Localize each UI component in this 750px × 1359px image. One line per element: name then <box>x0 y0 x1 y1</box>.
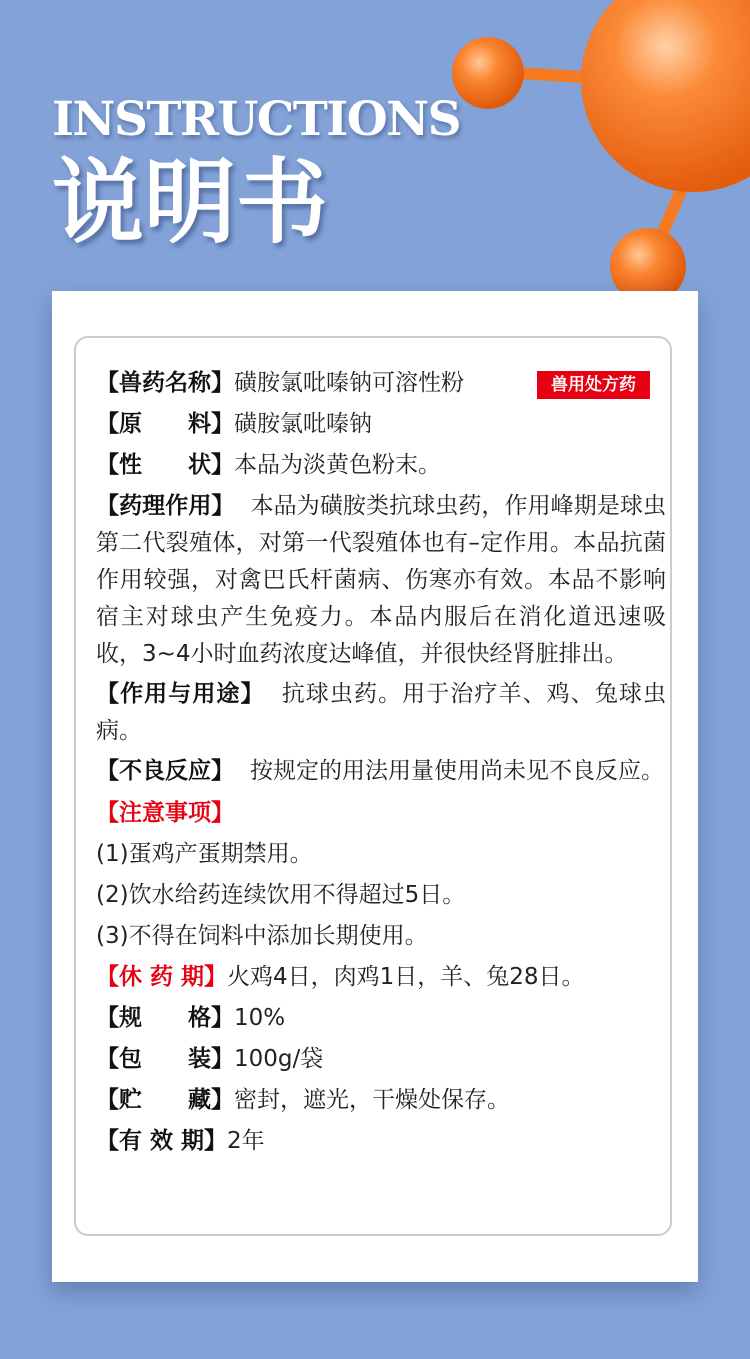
field-storage-label: 【贮 藏】 <box>96 1087 234 1113</box>
field-pharmacology <box>96 488 666 673</box>
prescription-badge: 兽用处方药 <box>537 371 650 399</box>
field-notes <box>96 793 666 834</box>
field-adverse-value: 按规定的用法用量使用尚未见不良反应。 <box>250 758 664 784</box>
header-title-en: INSTRUCTIONS <box>52 92 461 147</box>
field-material-label: 【原 料】 <box>96 411 234 437</box>
field-spec-label: 【规 格】 <box>96 1005 234 1031</box>
field-withdrawal-label: 【休 药 期】 <box>96 964 228 990</box>
field-package-label: 【包 装】 <box>96 1046 234 1072</box>
field-spec-value: 10% <box>234 1005 286 1031</box>
field-spec <box>96 998 666 1039</box>
field-usage <box>96 676 666 750</box>
instruction-card <box>52 291 698 1282</box>
header-title-cn: 说明书 <box>52 148 329 256</box>
field-validity <box>96 1121 666 1162</box>
field-adverse-label: 【不良反应】 <box>96 758 234 784</box>
field-name-label: 【兽药名称】 <box>96 370 234 396</box>
field-validity-value: 2年 <box>227 1128 265 1154</box>
note-item: (1)蛋鸡产蛋期禁用。 <box>96 841 313 867</box>
field-property <box>96 445 666 486</box>
field-name <box>96 363 666 404</box>
field-property-value: 本品为淡黄色粉末。 <box>234 452 441 478</box>
field-storage-value: 密封，遮光，干燥处保存。 <box>234 1087 510 1113</box>
instruction-frame <box>74 336 672 1236</box>
field-withdrawal <box>96 957 666 998</box>
field-property-label: 【性 状】 <box>96 452 234 478</box>
field-usage-label: 【作用与用途】 <box>96 681 265 707</box>
instruction-content <box>96 363 666 1162</box>
field-material <box>96 404 666 445</box>
note-item: (2)饮水给药连续饮用不得超过5日。 <box>96 882 466 908</box>
field-name-value: 磺胺氯吡嗪钠可溶性粉 <box>234 370 464 396</box>
field-adverse <box>96 753 666 790</box>
field-package-value: 100g/袋 <box>234 1046 324 1072</box>
field-validity-label: 【有 效 期】 <box>96 1128 228 1154</box>
field-pharmacology-value: 本品为磺胺类抗球虫药，作用峰期是球虫第二代裂殖体，对第一代裂殖体也有–定作用。本品抗菌作用较强，对禽巴氏杆菌病、伤寒亦有效。本品不影响宿主对球虫产生免疫力。本品内服后在消化道迅速吸收，3~4小时血药浓度达峰值，并很快经肾脏排出。 <box>96 493 667 667</box>
field-storage <box>96 1080 666 1121</box>
field-package <box>96 1039 666 1080</box>
field-pharmacology-label: 【药理作用】 <box>96 493 235 519</box>
field-withdrawal-value: 火鸡4日，肉鸡1日，羊、兔28日。 <box>227 964 585 990</box>
field-usage-value: 抗球虫药。用于治疗羊、鸡、兔球虫病。 <box>96 681 667 744</box>
field-material-value: 磺胺氯吡嗪钠 <box>234 411 372 437</box>
note-item: (3)不得在饲料中添加长期使用。 <box>96 923 428 949</box>
field-notes-label: 【注意事项】 <box>96 800 234 826</box>
